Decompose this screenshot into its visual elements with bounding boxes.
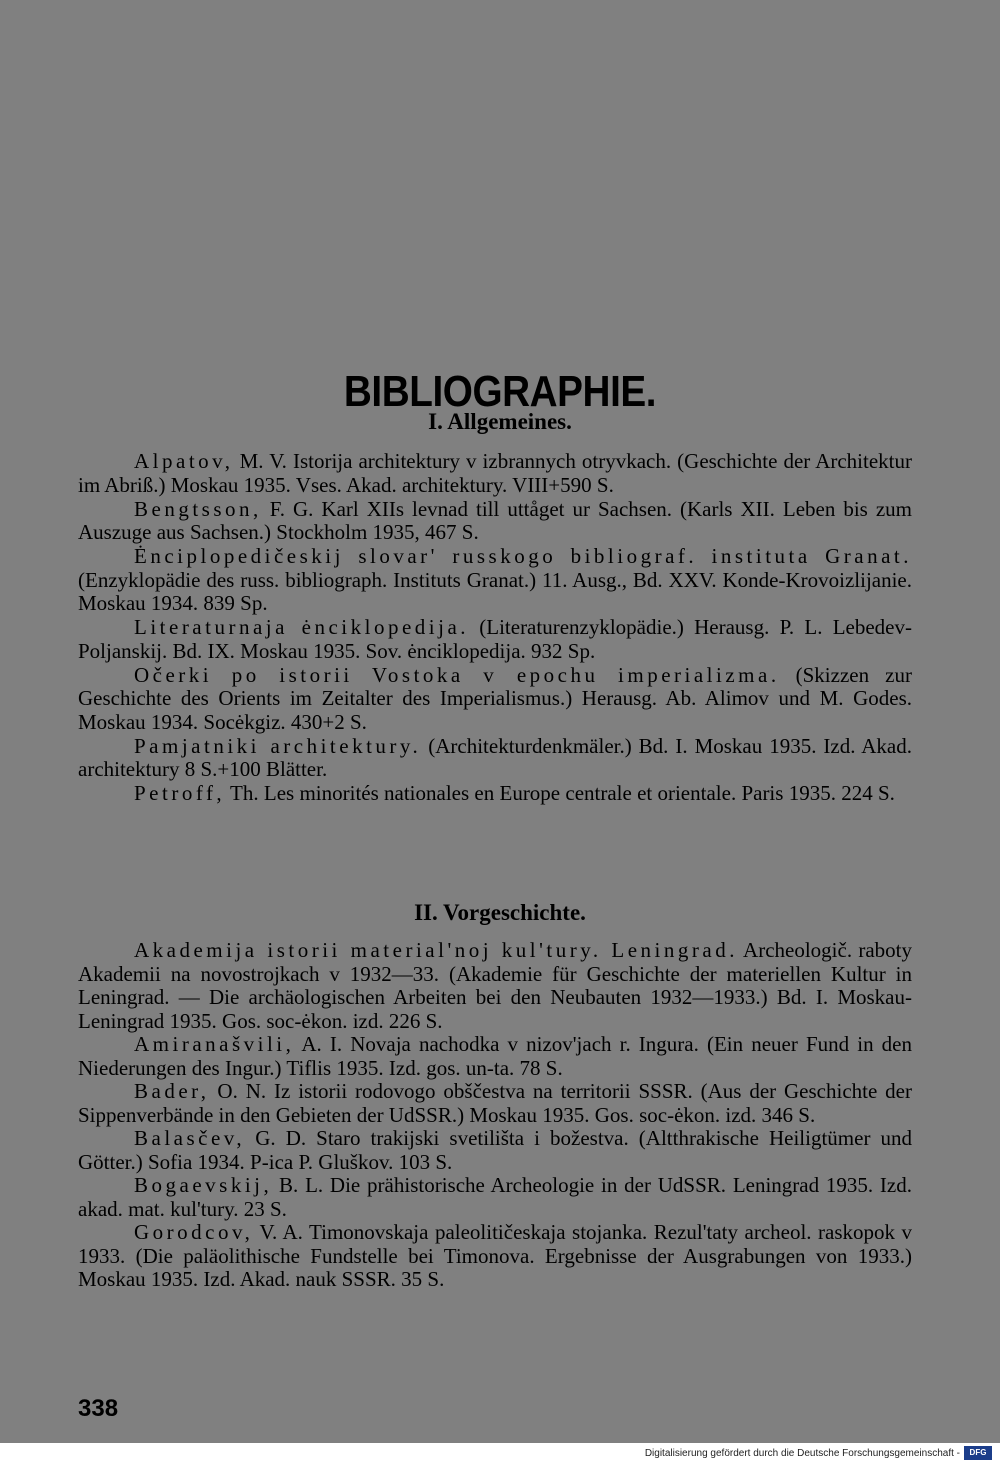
entry-text: Th. Les minorités nationales en Europe centrale et orientale. Paris 1935. 224 S. [225, 781, 895, 805]
section-heading-allgemeines: I. Allgemeines. [428, 409, 572, 434]
bibliography-entry [78, 616, 912, 663]
entry-text: A. I. Novaja nachodka v nizov'jach r. Ingura. (Ein neuer Fund in den Niederungen des Ingur.) Tiflis 1935. Izd. gos. un-ta. 78 S. [78, 1032, 912, 1080]
bibliography-list-vorgeschichte [78, 939, 912, 1292]
section-heading-vorgeschichte: II. Vorgeschichte. [414, 900, 586, 925]
bibliography-entry [78, 450, 912, 497]
bibliography-entry [78, 545, 912, 616]
entry-text: O. N. Iz istorii rodovogo obščestva na territorii SSSR. (Aus der Geschichte der Sippenverbände in den Gebieten der UdSSR.) Moskau 1935. Gos. soc-ėkon. izd. 346 S. [78, 1079, 912, 1127]
entry-author: Alpatov, [134, 449, 234, 473]
entry-author: Ėnciplopedičeskij slovar' russkogo bibliograf. instituta Granat. [134, 544, 912, 568]
entry-author: Gorodcov, [134, 1220, 254, 1244]
entry-text: G. D. Staro trakijski svetilišta i božestva. (Altthrakische Heiligtümer und Götter.) Sofia 1934. P-ica P. Gluškov. 103 S. [78, 1126, 912, 1174]
bibliography-entry [78, 939, 912, 1033]
bibliography-entry [78, 1174, 912, 1221]
entry-author: Amiranašvili, [134, 1032, 295, 1056]
entry-text: Archeologič. raboty Akademii na novostrojkach v 1932—33. (Akademie für Geschichte der materiellen Kultur in Leningrad. — Die archäologischen Arbeiten bei den Neubauten 1932—1933.) Bd. I. Moskau-Leningrad 1935. Gos. soc-ėkon. izd. 226 S. [78, 938, 912, 1033]
entry-author: Petroff, [134, 781, 226, 805]
bibliography-entry [78, 664, 912, 735]
entry-author: Očerki po istorii Vostoka v epochu imperializma. [134, 662, 780, 687]
bibliography-entry [78, 1221, 912, 1292]
entry-text: (Literaturenzyklopädie.) Herausg. P. L. Lebedev-Poljanskij. Bd. IX. Moskau 1935. Sov. ėnciklopedija. 932 Sp. [78, 615, 912, 663]
footer-credit-text: Digitalisierung gefördert durch die Deutsche Forschungsgemeinschaft - [644, 1448, 960, 1459]
bibliography-entry [78, 735, 912, 782]
entry-author: Literaturnaja ėnciklopedija. [134, 615, 470, 639]
bibliography-entry [78, 1127, 912, 1174]
entry-text: F. G. Karl XIIs levnad till uttåget ur Sachsen. (Karls XII. Leben bis zum Auszuge aus Sachsen.) Stockholm 1935, 467 S. [78, 496, 912, 544]
entry-text: (Enzyklopädie des russ. bibliograph. Instituts Granat.) 11. Ausg., Bd. XXV. Konde-Krovoizlijanie. Moskau 1934. 839 Sp. [78, 567, 912, 615]
bibliography-entry [78, 1033, 912, 1080]
entry-text: B. L. Die prähistorische Archeologie in der UdSSR. Leningrad 1935. Izd. akad. mat. kul'tury. 23 S. [78, 1173, 912, 1221]
bibliography-entry [78, 498, 912, 545]
entry-author: Bogaevskij, [134, 1173, 273, 1197]
entry-author: Akademija istorii material'noj kul'tury. Leningrad. [134, 938, 738, 962]
bibliography-list-allgemeines [78, 450, 912, 806]
footer-bar [0, 1443, 1000, 1465]
page-title: BIBLIOGRAPHIE. [343, 367, 657, 417]
dfg-logo: DFG [964, 1446, 992, 1460]
entry-author: Pamjatniki architektury. [134, 733, 422, 758]
entry-author: Bengtsson, [134, 496, 262, 521]
entry-text: M. V. Istorija architektury v izbrannych otryvkach. (Geschichte der Architektur im Abriß.) Moskau 1935. Vses. Akad. architektury. VIII+590 S. [78, 449, 912, 497]
entry-text: (Skizzen zur Geschichte des Orients im Zeitalter des Imperialismus.) Herausg. Ab. Alimov und M. Godes. Moskau 1934. Socėkgiz. 430+2 S. [78, 662, 912, 734]
entry-author: Balasčev, [134, 1126, 246, 1150]
bibliography-entry [78, 1080, 912, 1127]
entry-text: (Architekturdenkmäler.) Bd. I. Moskau 1935. Izd. Akad. architektury 8 S.+100 Blätter. [78, 733, 912, 781]
entry-author: Bader, [134, 1079, 210, 1103]
page-number: 338 [78, 1395, 119, 1422]
entry-text: V. A. Timonovskaja paleolitičeskaja stojanka. Rezul'taty archeol. raskopok v 1933. (Die paläolithische Fundstelle bei Timonova. Ergebnisse der Ausgrabungen von 1933.) Moskau 1935. Izd. Akad. nauk SSSR. 35 S. [78, 1220, 912, 1291]
bibliography-entry [78, 782, 912, 806]
